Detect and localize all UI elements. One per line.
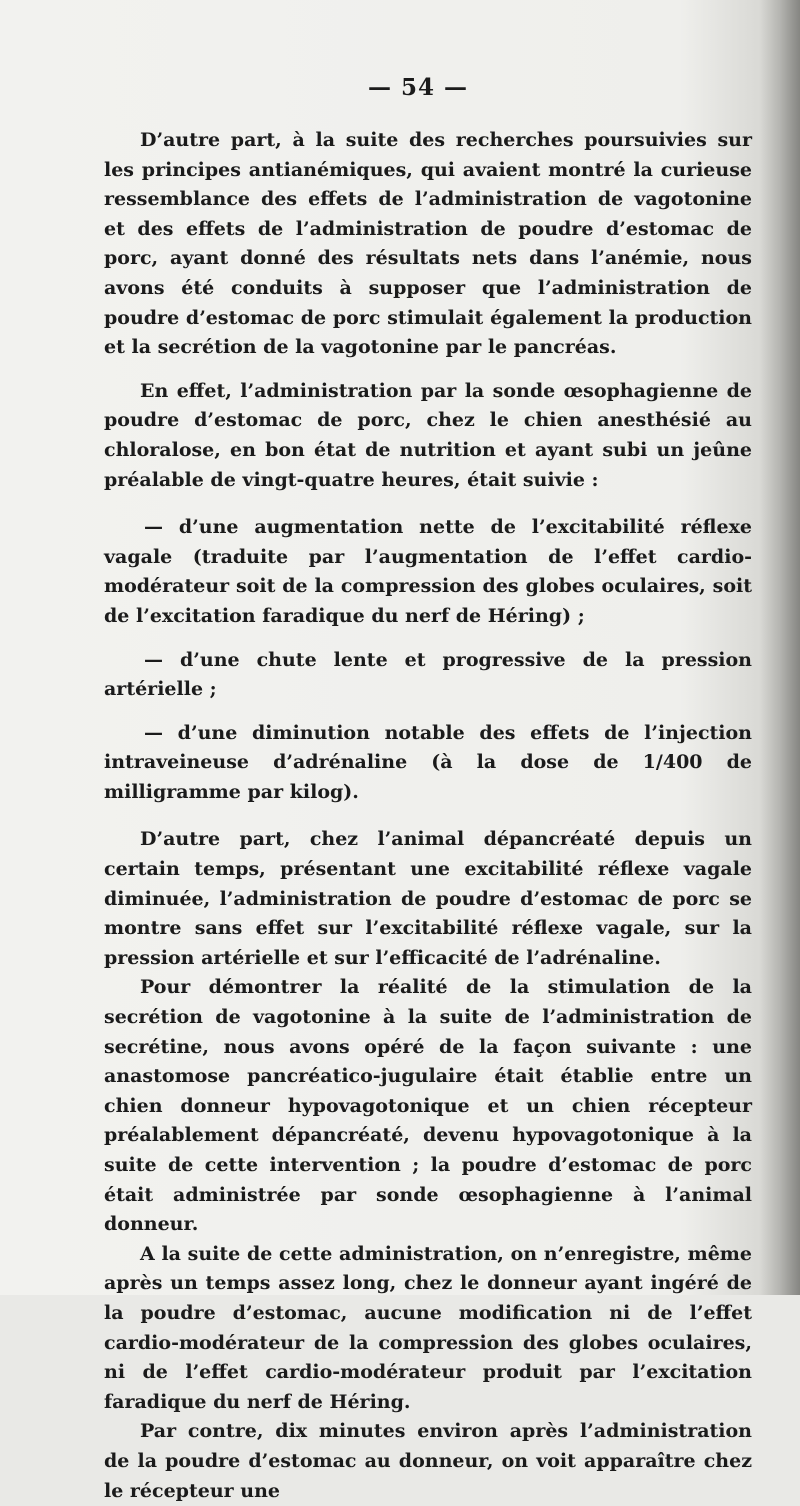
- paragraph-depancreatized: D’autre part, chez l’animal dépancréaté depuis un certain temps, présentant une excitabilité réflexe vagale diminuée, l’administration de poudre d’estomac de porc se montre sans effet sur l’excitabilité réflexe vagale, sur la pression artérielle et sur l’efficacité de l’adrénaline.: [104, 828, 752, 969]
- paragraph-effect-intro: En effet, l’administration par la sonde œsophagienne de poudre d’estomac de porc, chez le chien anesthésié au chloralose, en bon état de nutrition et ayant subi un jeûne préalable de vingt-quatre heures, était suivie :: [104, 379, 752, 491]
- spine-shadow: [760, 0, 800, 1295]
- page-number: — 54 —: [367, 74, 469, 101]
- list-item-vagal-excitability: — d’une augmentation nette de l’excitabilité réflexe vagale (traduite par l’augmentation de l’effet cardio-modérateur soit de la compression des globes oculaires, soit de l’excitation faradique du nerf de Héring) ;: [104, 516, 752, 627]
- list-item-pressure-drop: — d’une chute lente et progressive de la pression artérielle ;: [104, 648, 752, 701]
- paragraph-recipient-result: Par contre, dix minutes environ après l’administration de la poudre d’estomac au donneur, on voit apparaître chez le récepteur une: [104, 1420, 752, 1502]
- paragraph-anastomosis: Pour démontrer la réalité de la stimulation de la secrétion de vagotonine à la suite de l’administration de secrétine, nous avons opéré de la façon suivante : une anastomose pancréatico-jugulaire était établie entre un chien donneur hypovagotonique et un chien récepteur préalablement dépancréaté, devenu hypovagotonique à la suite de cette intervention ; la poudre d’estomac de porc était administrée par sonde œsophagienne à l’animal donneur.: [104, 976, 752, 1236]
- paragraph-antianemic: D’autre part, à la suite des recherches poursuivies sur les principes antianémiques, qui avaient montré la curieuse ressemblance des effets de l’administration de vagotonine et des effets de l’administration de poudre d’estomac de porc, ayant donné des résultats nets dans l’anémie, nous avons été conduits à supposer que l’administration de poudre d’estomac de porc stimulait également la production et la secrétion de la vagotonine par le pancréas.: [104, 129, 752, 359]
- paragraph-donor-result: A la suite de cette administration, on n’enregistre, même après un temps assez long, chez le donneur ayant ingéré de la poudre d’estomac, aucune modification ni de l’effet cardio-modérateur de la compression des globes oculaires, ni de l’effet cardio-modérateur produit par l’excitation faradique du nerf de Héring.: [104, 1242, 752, 1413]
- body-text: [104, 126, 752, 1506]
- list-item-adrenaline: — d’une diminution notable des effets de l’injection intraveineuse d’adrénaline (à la dose de 1/400 de milligramme par kilog).: [104, 721, 752, 803]
